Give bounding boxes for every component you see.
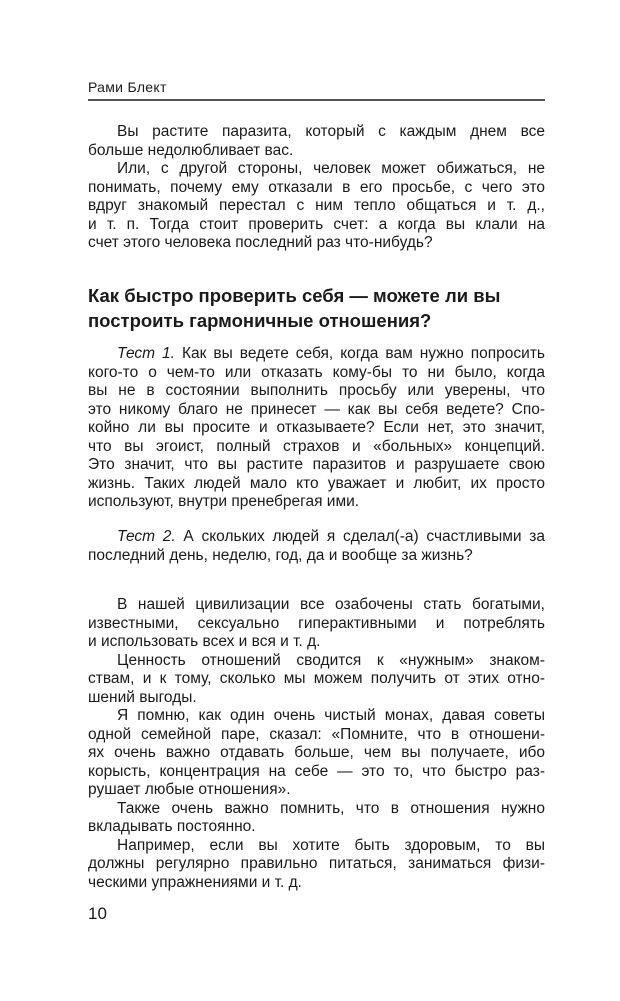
- heading-line: Как быстро проверить себя — можете ли вы: [88, 285, 501, 306]
- text-line: используют, внутри пренебрегая ими.: [88, 493, 360, 510]
- text-line: койно ли вы просите и отказываете? Если нет, это значит,: [88, 419, 545, 436]
- text-line: жизнь. Таких людей мало кто уважает и любит, их просто: [88, 474, 545, 492]
- text-line: вкладывать постоянно.: [88, 818, 256, 835]
- text-line: Я помню, как один очень чистый монах, давая советы: [117, 707, 545, 724]
- text-line: рушает любые отношения».: [88, 781, 291, 798]
- test-label: Тест 2.: [117, 528, 184, 545]
- text-line: понимать, почему ему отказали в его просьбе, с чего это: [88, 178, 545, 196]
- test-label: Тест 1.: [117, 345, 182, 362]
- text-line: вдруг знакомый перестал с ним тепло общаться и т. д.,: [88, 197, 545, 214]
- paragraph-block-intro: [88, 123, 545, 253]
- text-line: известными, сексуально гиперактивными и потреблять: [88, 614, 545, 632]
- text-line: шений выгоды.: [88, 688, 197, 706]
- text-line: корысть, концентрация на себе — это то, что быстро раз-: [88, 762, 545, 780]
- test-2-paragraph: [88, 528, 545, 565]
- section-heading: [88, 283, 545, 333]
- text-line: Это значит, что вы растите паразитов и разрушаете свою: [88, 456, 545, 473]
- text-line: вы не в состоянии выполнить просьбу или уверены, что: [88, 382, 545, 399]
- text-line-body: Как вы ведете себя, когда вам нужно попросить: [181, 345, 545, 362]
- page-number: 10: [88, 904, 107, 923]
- text-line: [88, 528, 545, 547]
- text-line: В нашей цивилизации все озабочены стать богатыми,: [117, 596, 545, 613]
- text-line: и т. п. Тогда стоит проверить счет: а когда вы клали на: [88, 215, 545, 233]
- text-line-body: А скольких людей я сделал(-а) счастливыми за: [183, 528, 545, 545]
- text-line: одной семейной паре, сказал: «Помните, что в отношени-: [88, 725, 545, 743]
- test-1-paragraph: [88, 345, 545, 512]
- text-line: [88, 345, 545, 364]
- text-line: больше недолюбливает вас.: [88, 141, 294, 159]
- running-head: Рами Блект: [88, 79, 167, 95]
- text-line: Вы растите паразита, который с каждым днем все: [117, 123, 545, 140]
- text-line: это никому благо не принесет — как вы себя ведете? Спо-: [88, 400, 545, 418]
- text-line: и использовать всех и вся и т. д.: [88, 633, 321, 650]
- heading-line: построить гармоничные отношения?: [88, 310, 432, 331]
- paragraph-block-main: [88, 596, 545, 892]
- text-line: должны регулярно правильно питаться, заниматься физи-: [88, 855, 545, 872]
- text-line: что вы эгоист, полный страхов и «больных» концепций.: [88, 437, 545, 455]
- text-line: Например, если вы хотите быть здоровым, то вы: [117, 836, 545, 854]
- text-line: ствам, и к тому, сколько мы можем получить от этих отно-: [88, 670, 545, 687]
- text-line: ческими упражнениями и т. д.: [88, 873, 302, 891]
- text-line: счет этого человека последний раз что-нибудь?: [88, 234, 433, 251]
- text-line: Или, с другой стороны, человек может обижаться, не: [117, 160, 545, 177]
- text-line: последний день, неделю, год, да и вообще за жизнь?: [88, 546, 473, 564]
- text-line: Также очень важно помнить, что в отношения нужно: [117, 799, 545, 817]
- text-line: ях очень важно отдавать больше, чем вы получаете, ибо: [88, 744, 545, 761]
- header-rule: [88, 99, 545, 101]
- text-line: Ценность отношений сводится к «нужным» знаком-: [117, 651, 545, 669]
- text-line: кого-то о чем-то или отказать кому-бы то ни было, когда: [88, 363, 545, 381]
